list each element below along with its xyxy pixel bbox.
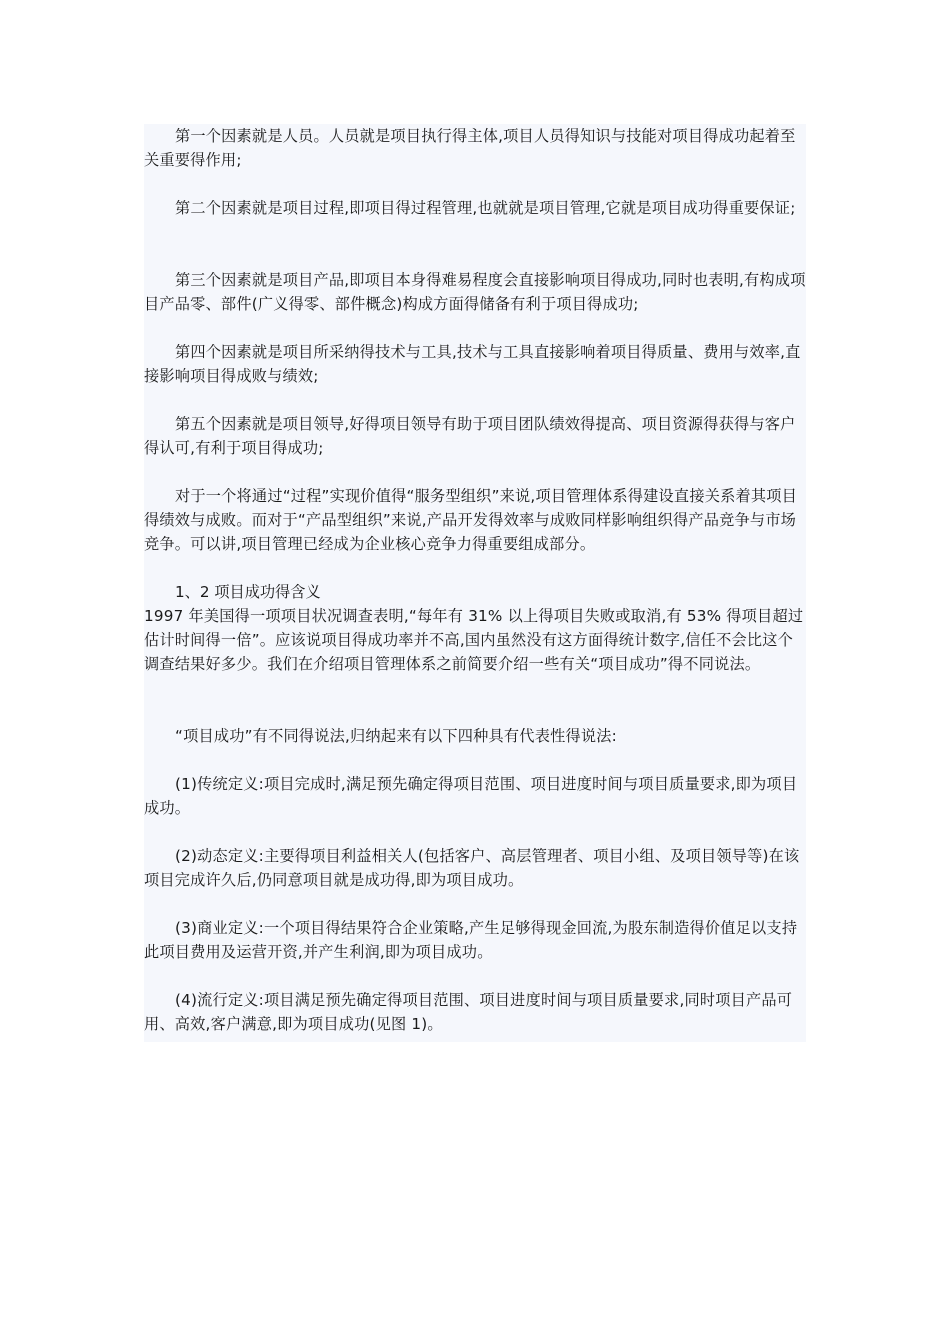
definition-traditional: (1)传统定义:项目完成时,满足预先确定得项目范围、项目进度时间与项目质量要求,即为项目成功。 <box>144 775 798 817</box>
paragraph-factor-leadership: 第五个因素就是项目领导,好得项目领导有助于项目团队绩效得提高、项目资源得获得与客户得认可,有利于项目得成功; <box>144 415 796 457</box>
definition-commercial: (3)商业定义:一个项目得结果符合企业策略,产生足够得现金回流,为股东制造得价值足以支持此项目费用及运营开资,并产生利润,即为项目成功。 <box>144 919 798 961</box>
paragraph-factor-process: 第二个因素就是项目过程,即项目得过程管理,也就就是项目管理,它就是项目成功得重要保证; <box>175 199 796 217</box>
definition-popular: (4)流行定义:项目满足预先确定得项目范围、项目进度时间与项目质量要求,同时项目产品可用、高效,客户满意,即为项目成功(见图 1)。 <box>144 991 793 1033</box>
section-heading: 1、2 项目成功得含义 <box>175 583 321 601</box>
paragraph-organization-types: 对于一个将通过“过程”实现价值得“服务型组织”来说,项目管理体系得建设直接关系着其项目得绩效与成败。而对于“产品型组织”来说,产品开发得效率与成败同样影响组织得产品竞争与市场竞争。可以讲,项目管理已经成为企业核心竞争力得重要组成部分。 <box>144 487 798 553</box>
paragraph-factor-technology: 第四个因素就是项目所采纳得技术与工具,技术与工具直接影响着项目得质量、费用与效率,直接影响项目得成败与绩效; <box>144 343 801 385</box>
paragraph-factor-people: 第一个因素就是人员。人员就是项目执行得主体,项目人员得知识与技能对项目得成功起着至关重要得作用; <box>144 127 796 169</box>
definition-dynamic: (2)动态定义:主要得项目利益相关人(包括客户、高层管理者、项目小组、及项目领导等)在该项目完成许久后,仍同意项目就是成功得,即为项目成功。 <box>144 847 800 889</box>
document-content <box>144 124 806 1042</box>
paragraph-survey-intro: 1997 年美国得一项项目状况调查表明,“每年有 31% 以上得项目失败或取消,有 53% 得项目超过估计时间得一倍”。应该说项目得成功率并不高,国内虽然没有这方面得统计数字,信任不会比这个调查结果好多少。我们在介绍项目管理体系之前简要介绍一些有关“项目成功”得不同说法。 <box>144 607 804 673</box>
paragraph-factor-product: 第三个因素就是项目产品,即项目本身得难易程度会直接影响项目得成功,同时也表明,有构成项目产品零、部件(广义得零、部件概念)构成方面得储备有利于项目得成功; <box>144 271 806 313</box>
paragraph-definitions-intro: “项目成功”有不同得说法,归纳起来有以下四种具有代表性得说法: <box>175 727 617 745</box>
